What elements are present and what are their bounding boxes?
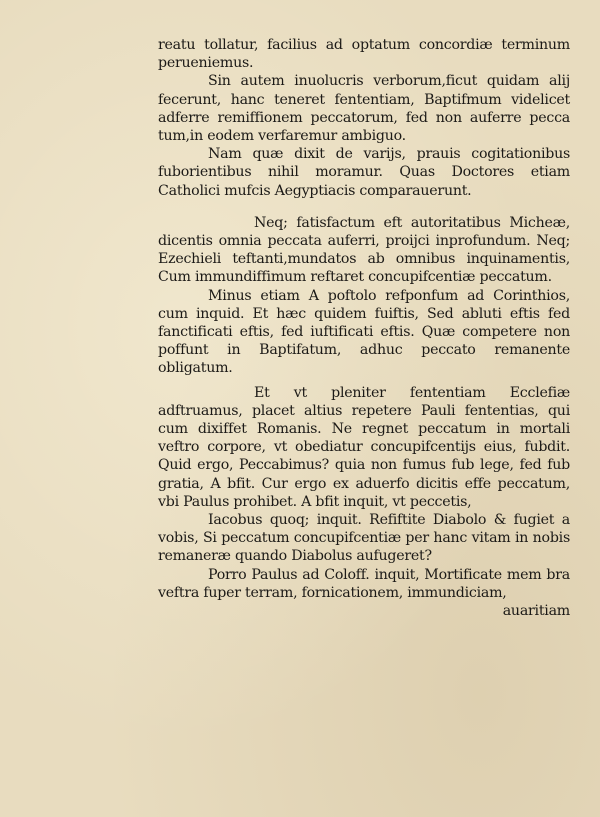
paragraph-3: Nam quæ dixit de varijs, prauis cogitationibus fuborientibus nihil moramur. Quas Doctores etiam Catholici mufcis Aegyptiacis comparauerunt. [158,146,570,199]
paragraph-1: reatu tollatur, facilius ad optatum concordiæ terminum perueniemus. [158,37,570,72]
paragraph-8: Porro Paulus ad Coloff. inquit, Mortificate mem bra veftra fuper terram, fornicationem, immundiciam, [158,566,570,601]
paragraph-6: Et vt pleniter fententiam Ecclefiæ adftruamus, placet altius repetere Pauli fententias, qui cum dixiffet Romanis. Ne regnet peccatum in mortali veftro corpore, vt obediatur concupifcentijs eius, fubdit. Quid ergo, Peccabimus? quia non fumus fub lege, fed fub gratia, A bfit. Cur ergo ex aduerfo dicitis effe peccatum, vbi Paulus prohibet. A bfit inquit, vt peccetis, [158,384,570,510]
text-block [158,36,570,620]
paragraph-5: Minus etiam A poftolo refponfum ad Corinthios, cum inquid. Et hæc quidem fuiftis, Sed abluti eftis fed fanctificati eftis, fed iuftificati eftis. Quæ competere non poffunt in Baptifatum, adhuc peccato remanente obligatum. [158,287,570,377]
catchword: auaritiam [502,603,570,620]
paragraph-2: Sin autem inuolucris verborum,ficut quidam alij fecerunt, hanc teneret fententiam, Baptifmum videlicet adferre remiffionem peccatorum, fed non auferre pecca tum,in eodem verfaremur ambiguo. [158,73,570,145]
paragraph-7: Iacobus quoq; inquit. Refiftite Diabolo & fugiet a vobis, Si peccatum concupifcentiæ per hanc vitam in nobis remaneræ quando Diabolus aufugeret? [158,512,570,565]
paragraph-4: Neq; fatisfactum eft autoritatibus Micheæ, dicentis omnia peccata auferri, proijci inprofundum. Neq; Ezechieli teftanti,mundatos ab omnibus inquinamentis, Cum immundiffimum reftaret concupifcentiæ peccatum. [158,214,570,286]
